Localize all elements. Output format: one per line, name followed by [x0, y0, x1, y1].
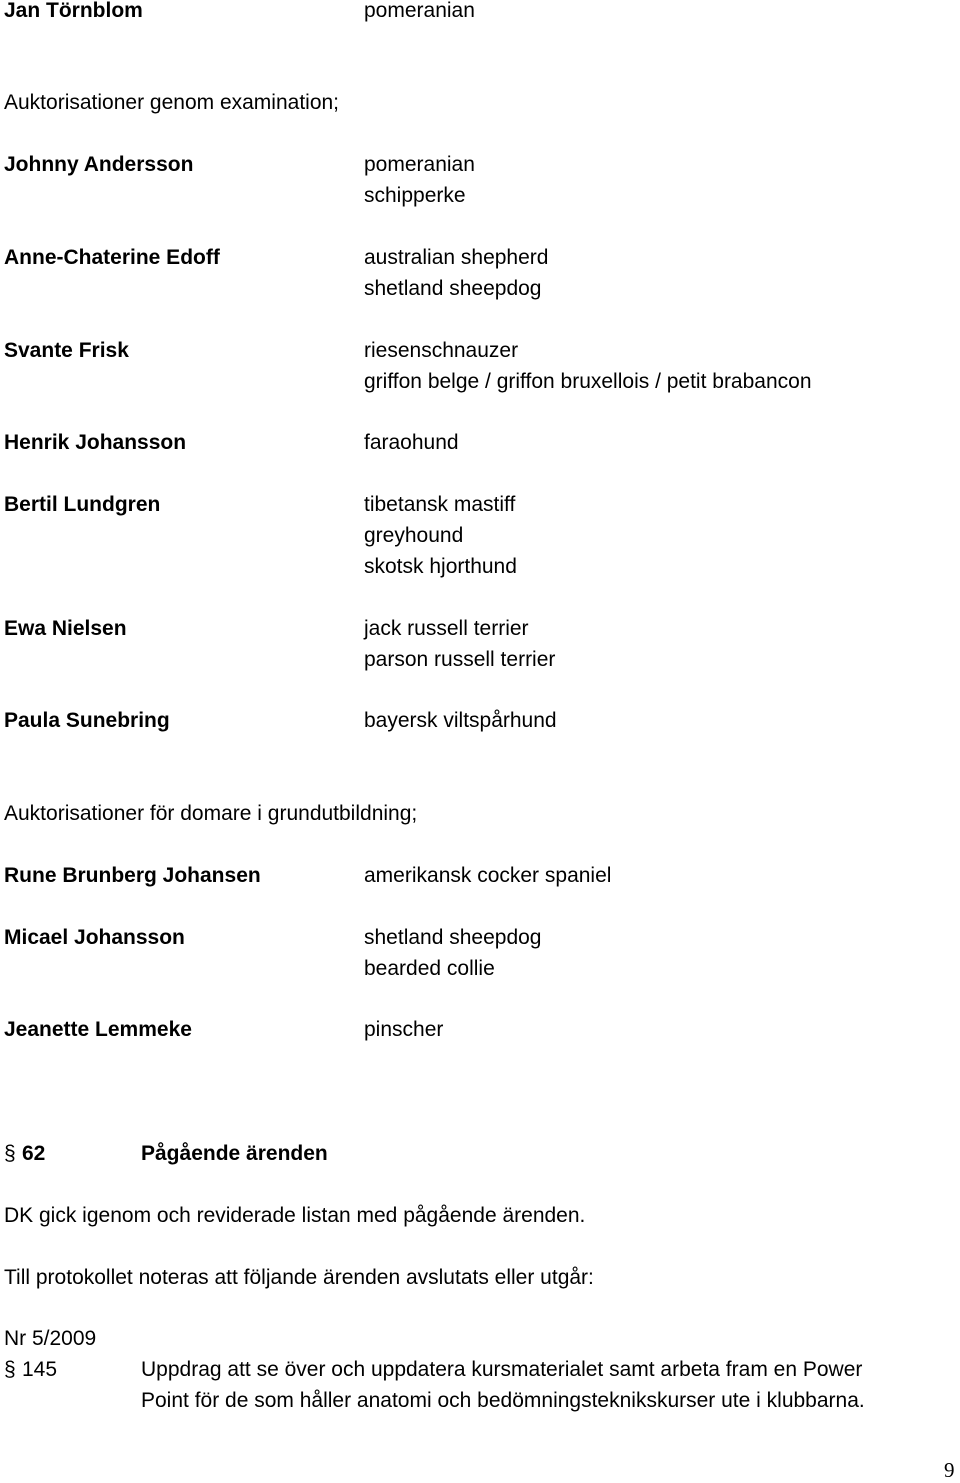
- judge-name: Jeanette Lemmeke: [4, 1018, 192, 1041]
- breed-item: australian shepherd: [364, 246, 549, 269]
- breed-list: [364, 489, 517, 582]
- item-number: 145: [22, 1358, 58, 1381]
- judge-name: Rune Brunberg Johansen: [4, 864, 261, 887]
- breed-item: bearded collie: [364, 957, 495, 980]
- breed-list: [364, 613, 555, 675]
- judge-name-top: Jan Törnblom: [4, 0, 143, 22]
- section-heading-examination: Auktorisationer genom examination;: [4, 91, 340, 114]
- breed-list: [364, 1014, 443, 1045]
- breed-list: [364, 335, 812, 397]
- breed-item: greyhound: [364, 524, 464, 547]
- section-sign-145: §: [4, 1358, 16, 1381]
- item-text-line: Point för de som håller anatomi och bedömningsteknikskurser ute i klubbarna.: [141, 1389, 865, 1412]
- judge-name: Micael Johansson: [4, 926, 185, 949]
- breed-item: tibetansk mastiff: [364, 493, 516, 516]
- paragraph-text: Till protokollet noteras att följande ärenden avslutats eller utgår:: [4, 1266, 594, 1289]
- case-reference: Nr 5/2009: [4, 1327, 97, 1350]
- breed-item: amerikansk cocker spaniel: [364, 864, 612, 887]
- breed-item: bayersk viltspårhund: [364, 709, 557, 732]
- page-number: 9: [944, 1458, 955, 1482]
- breed-item: faraohund: [364, 431, 459, 454]
- paragraph-text: DK gick igenom och reviderade listan med pågående ärenden.: [4, 1204, 586, 1227]
- breed-item: schipperke: [364, 184, 466, 207]
- breed-list: [364, 705, 557, 736]
- breed-item: shetland sheepdog: [364, 926, 542, 949]
- breed-list: [364, 860, 611, 891]
- breed-item: pomeranian: [364, 153, 475, 176]
- breed-item: skotsk hjorthund: [364, 555, 517, 578]
- breed-list: [364, 242, 548, 304]
- paragraph-number: 62: [22, 1142, 46, 1165]
- judge-name: Bertil Lundgren: [4, 493, 161, 516]
- judge-name: Henrik Johansson: [4, 431, 187, 454]
- breed-item: jack russell terrier: [364, 617, 529, 640]
- breed-list: [364, 427, 459, 458]
- breed-item: griffon belge / griffon bruxellois / petit brabancon: [364, 370, 812, 393]
- breed-item: parson russell terrier: [364, 648, 556, 671]
- judge-name: Anne-Chaterine Edoff: [4, 246, 220, 269]
- judge-name: Paula Sunebring: [4, 709, 170, 732]
- item-text-line: Uppdrag att se över och uppdatera kursmaterialet samt arbeta fram en Power: [141, 1358, 863, 1381]
- breed-item: shetland sheepdog: [364, 277, 542, 300]
- paragraph-title: Pågående ärenden: [141, 1142, 328, 1165]
- judge-name: Johnny Andersson: [4, 153, 194, 176]
- section-heading-training: Auktorisationer för domare i grundutbildning;: [4, 802, 418, 825]
- section-sign-62: §: [4, 1142, 16, 1165]
- breed-item: riesenschnauzer: [364, 339, 519, 362]
- judge-name: Ewa Nielsen: [4, 617, 127, 640]
- breed-item: pinscher: [364, 1018, 444, 1041]
- breed-list: [364, 149, 475, 211]
- judge-name: Svante Frisk: [4, 339, 129, 362]
- breed-list: [364, 922, 542, 984]
- breed-top: pomeranian: [364, 0, 475, 22]
